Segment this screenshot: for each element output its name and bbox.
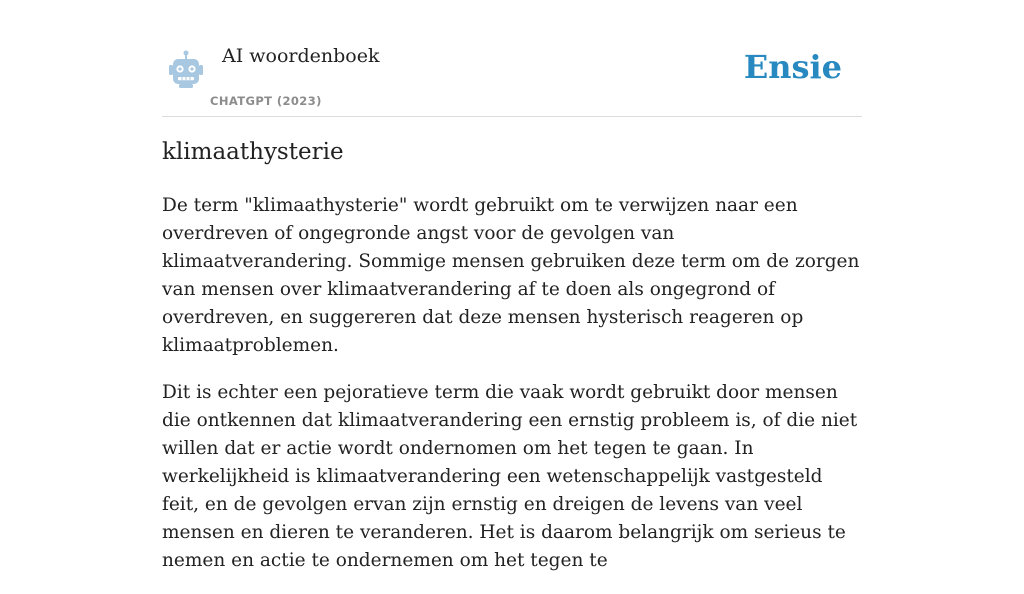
entry-term: klimaathysterie — [162, 139, 344, 165]
definition-paragraph: De term "klimaathysterie" wordt gebruikt om te verwijzen naar een overdreven of ongegronde angst voor de gevolgen van klimaatverandering. Sommige mensen gebruiken deze term om de zorgen van mensen over klimaatverandering af te doen als ongegrond of overdreven, en suggereren dat deze mensen hysterisch reageren op klimaatproblemen. — [162, 195, 860, 356]
header — [162, 0, 862, 117]
brand-logo[interactable]: Ensie — [743, 48, 842, 86]
definition-paragraph: Dit is echter een pejoratieve term die vaak wordt gebruikt door mensen die ontkennen dat klimaatverandering een ernstig probleem is, of die niet willen dat er actie wordt ondernomen om het tegen te gaan. In werkelijkheid is klimaatverandering een wetenschappelijk vastgesteld feit, en de gevolgen ervan zijn ernstig en dreigen de levens van veel mensen en dieren te veranderen. Het is daarom belangrijk om serieus te nemen en actie te ondernemen om het tegen te — [162, 382, 858, 571]
dictionary-name[interactable]: AI woordenboek — [222, 45, 380, 67]
robot-icon — [166, 50, 206, 90]
dictionary-source: CHATGPT (2023) — [210, 94, 322, 108]
entry-definition — [162, 192, 862, 594]
